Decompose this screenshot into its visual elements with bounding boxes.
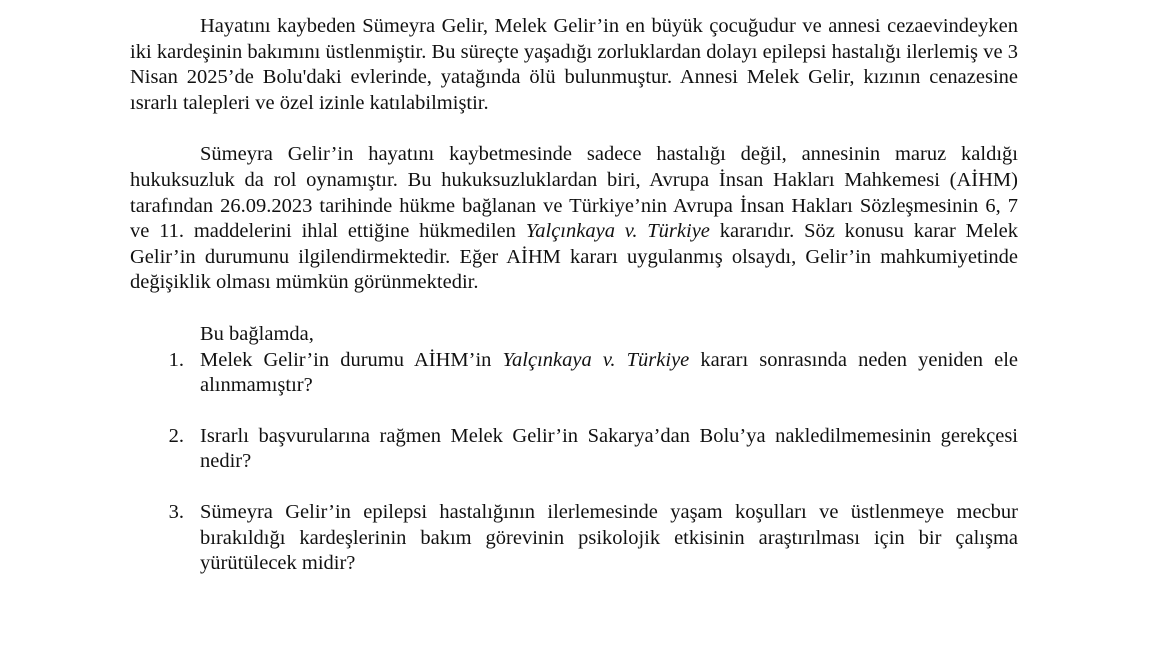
paragraph-1 bbox=[130, 14, 1018, 116]
paragraph-2-text-a: Sümeyra Gelir’in hayatını kaybetmesinde sadece hastalığı değil, annesinin maruz kaldığı hukuksuzluk da rol oynamıştır. Bu hukuksuzluklardan biri, Avrupa İnsan Hakları Mahkemesi (AİHM) tarafından 26.09.2023 tarihinde hükme bağlanan ve Türkiye’nin Avrupa İnsan Hakları Sözleşmesinin 6, 7 ve 11. maddelerini ihlal ettiğine hükmedilen bbox=[130, 143, 1018, 243]
question-1-text-a: Melek Gelir’in durumu AİHM’in bbox=[200, 348, 503, 371]
question-text: Sümeyra Gelir’in epilepsi hastalığının ilerlemesinde yaşam koşulları ve üstlenmeye mecbur bırakıldığı kardeşlerinin bakım görevinin psikolojik etkisinin araştırılması için bir çalışma yürütülecek midir? bbox=[200, 500, 1018, 575]
questions-list bbox=[130, 348, 1018, 577]
question-1-text-b: kararı sonrasında neden yeniden ele alınmamıştır? bbox=[200, 348, 1019, 397]
question-item-2 bbox=[130, 424, 1018, 475]
paragraph-2-text-b: kararıdır. Söz konusu karar Melek Gelir’in durumunu ilgilendirmektedir. Eğer AİHM kararı uygulanmış olsaydı, Gelir’in mahkumiyetinde değişiklik olması mümkün görünmektedir. bbox=[130, 220, 1019, 294]
question-text bbox=[200, 348, 1018, 399]
question-item-1 bbox=[130, 348, 1018, 399]
question-number: 3. bbox=[168, 500, 184, 523]
paragraph-2 bbox=[130, 142, 1018, 296]
paragraph-1-text: Hayatını kaybeden Sümeyra Gelir, Melek Gelir’in en büyük çocuğudur ve annesi cezaevindeyken iki kardeşinin bakımını üstlenmiştir. Bu süreçte yaşadığı zorluklardan dolayı epilepsi hastalığı ilerlemiş ve 3 Nisan 2025’de Bolu'daki evlerinde, yatağında ölü bulunmuştur. Annesi Melek Gelir, kızının cenazesine ısrarlı talepleri ve özel izinle katılabilmiştir. bbox=[130, 15, 1018, 114]
question-item-3 bbox=[130, 500, 1018, 577]
question-number: 1. bbox=[168, 348, 184, 371]
questions-intro: Bu bağlamda, bbox=[200, 322, 314, 345]
case-name-italic: Yalçınkaya v. Türkiye bbox=[525, 220, 710, 243]
question-number: 2. bbox=[168, 424, 184, 447]
case-name-italic: Yalçınkaya v. Türkiye bbox=[502, 348, 690, 371]
question-text: Israrlı başvurularına rağmen Melek Gelir’in Sakarya’dan Bolu’ya nakledilmemesinin gerekçesi nedir? bbox=[200, 424, 1018, 473]
document-body bbox=[130, 14, 1018, 577]
